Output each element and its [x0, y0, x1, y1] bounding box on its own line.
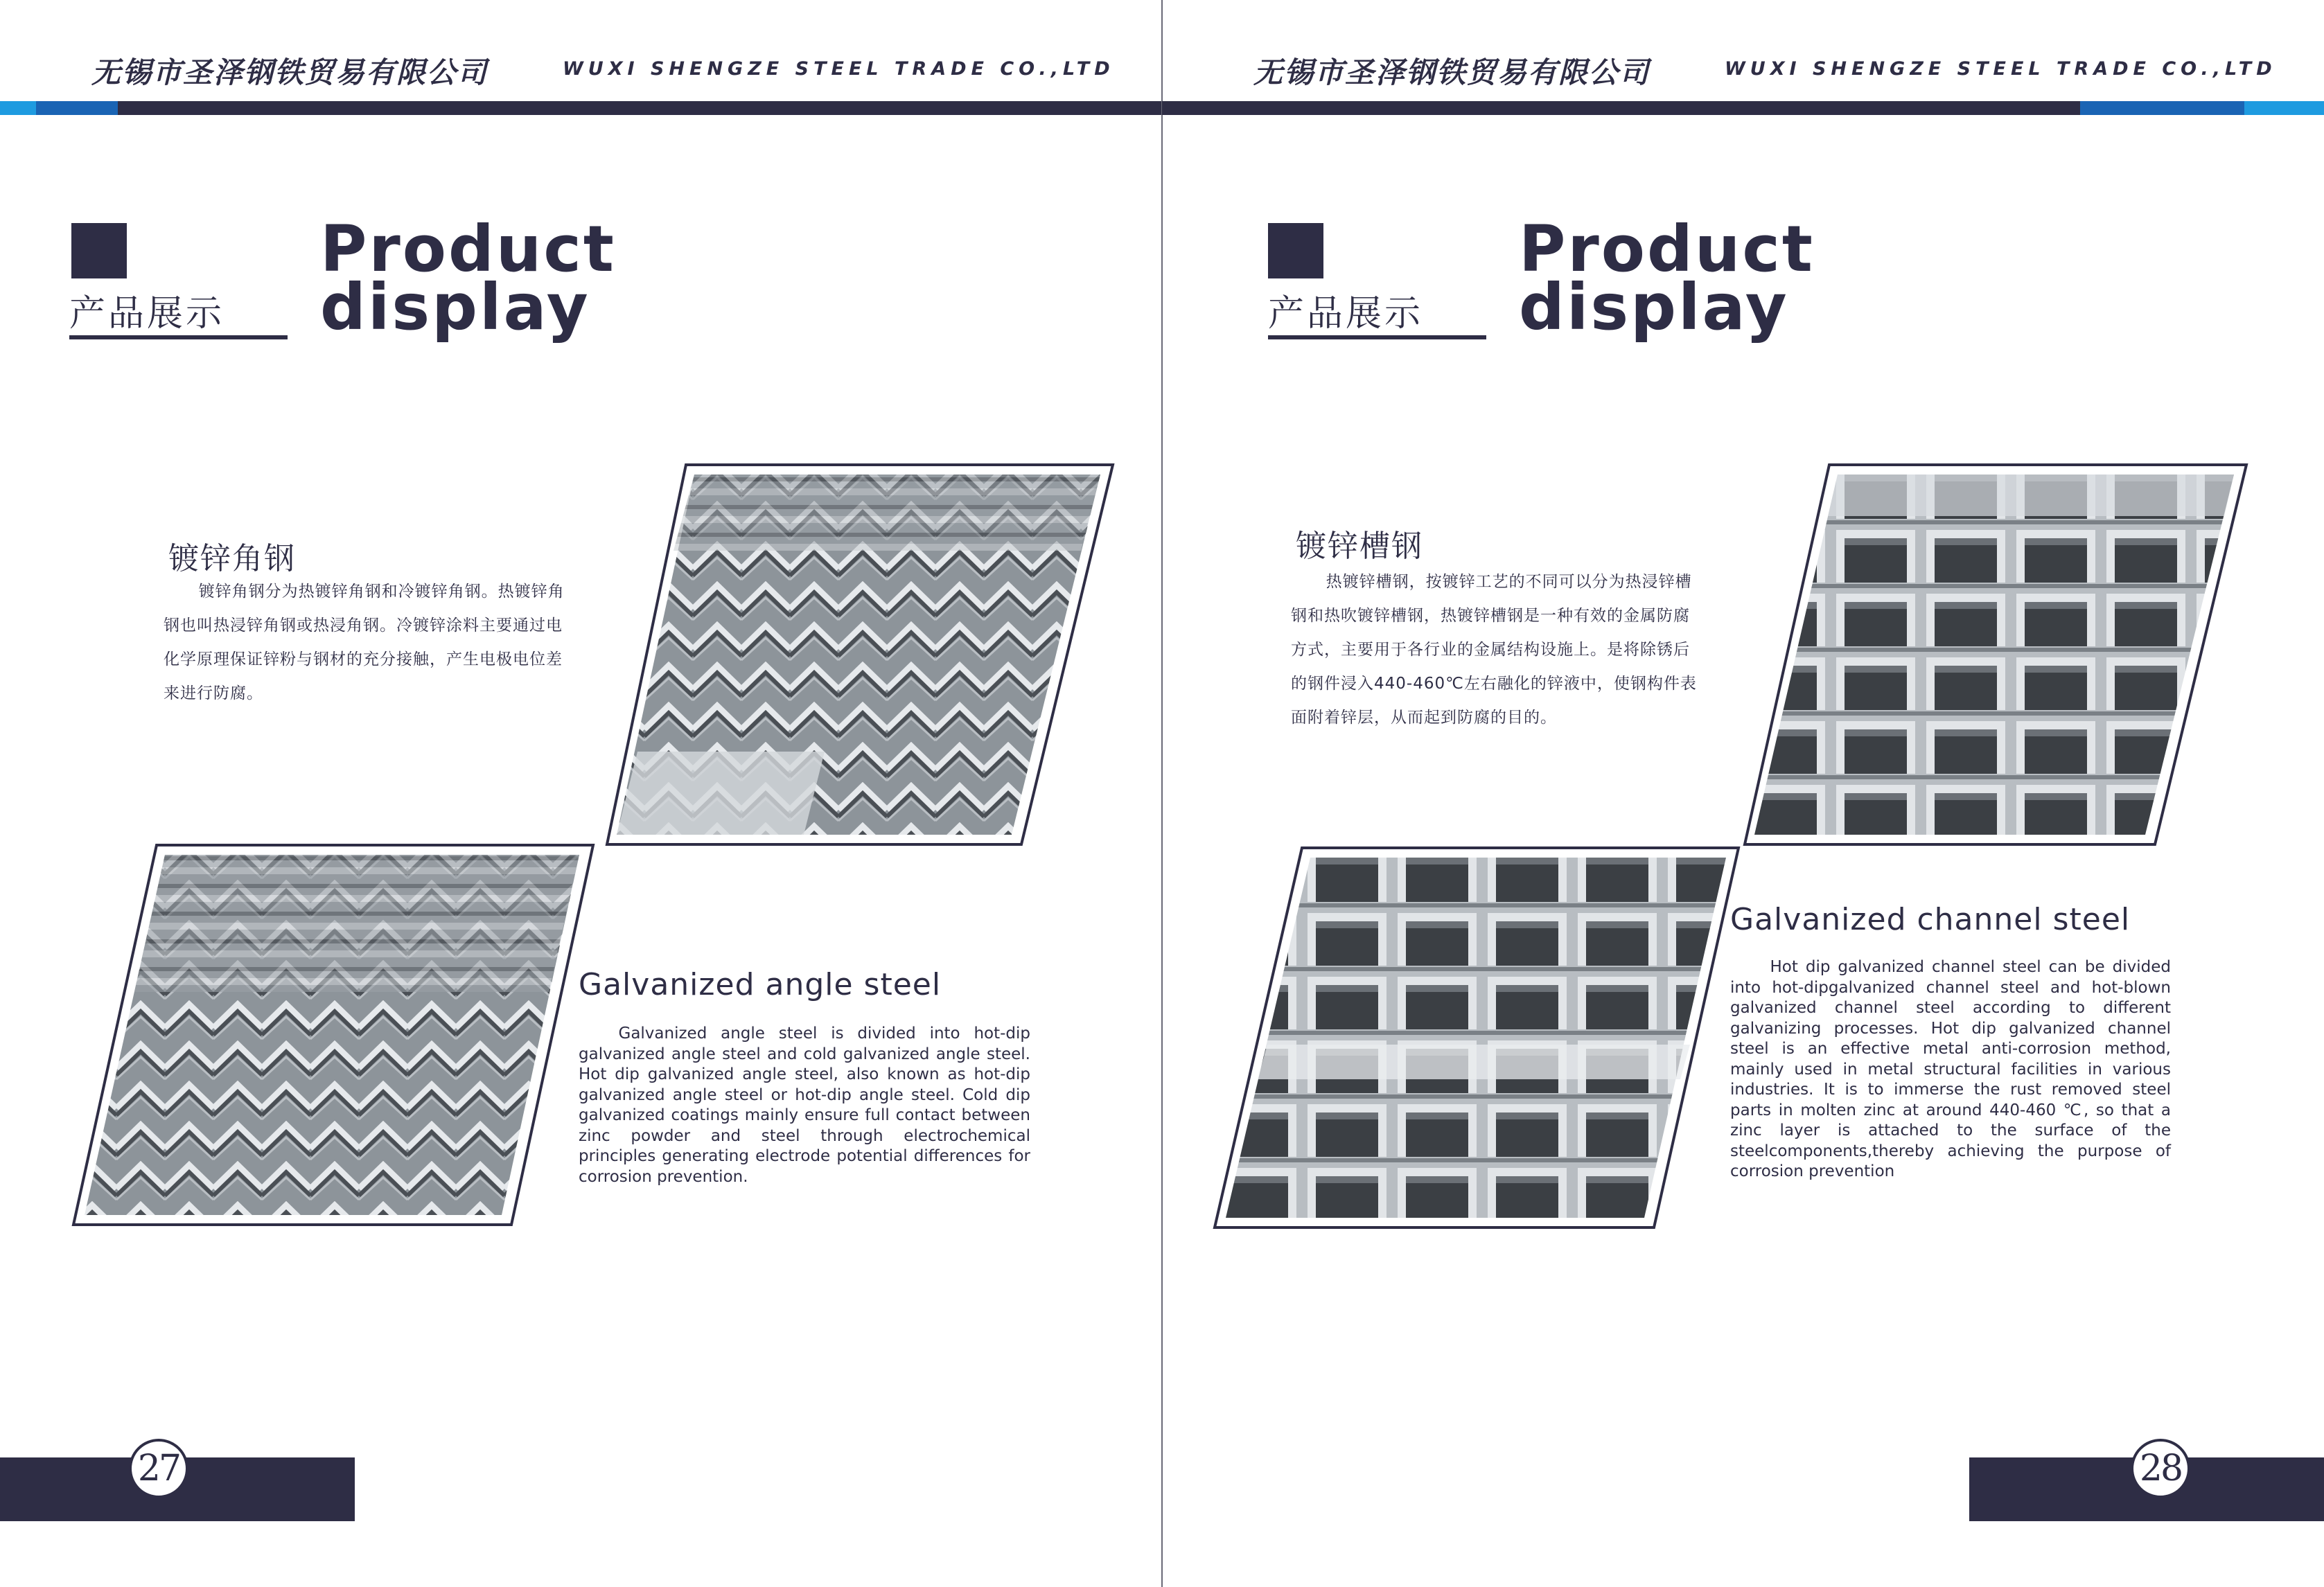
- header-stripe-navy: [118, 101, 1162, 115]
- description-cn-line: 热镀锌槽钢，按镀锌工艺的不同可以分为热浸锌槽: [1326, 573, 1692, 591]
- section-title-en-line1: Product: [320, 212, 616, 286]
- angle-steel-photo-top: [596, 461, 1123, 849]
- header-stripe-light: [2244, 101, 2324, 115]
- header-company-en: WUXI SHENGZE STEEL TRADE CO.,LTD: [1725, 58, 2277, 80]
- section-marker-square: [71, 223, 127, 278]
- product-title-cn: 镀锌角钢: [168, 541, 296, 576]
- header-stripe-light: [0, 101, 36, 115]
- section-title-en-line2: display: [1519, 270, 1789, 344]
- product-title-en: Galvanized channel steel: [1730, 902, 2131, 937]
- description-cn-line: 面附着锌层，从而起到防腐的目的。: [1291, 709, 1557, 727]
- page-number-badge: [129, 1439, 188, 1498]
- description-cn-line: 的钢件浸入440-460℃左右融化的锌液中，使钢构件表: [1291, 675, 1697, 693]
- product-description-en: Hot dip galvanized channel steel can be divided into hot-dipgalvanized channel steel and hot-blown galvanized channel steel according to different galvanizing processes. Hot dip galvanized channel steel is an effective metal anti-corrosion method, mainly used in metal structural facilities in various industries. It is to immerse the rust removed steel parts in molten zinc at around 440-460 ℃, so that a zinc layer is attached to the surface of the steelcomponents,thereby achieving the purpose of corrosion prevention: [1730, 958, 2171, 1180]
- section-title-underline: [69, 335, 288, 339]
- section-title-en-line2: display: [320, 270, 590, 344]
- header-company-cn: 无锡市圣泽钢铁贸易有限公司: [1253, 55, 1650, 89]
- header-stripe-blue: [36, 101, 118, 115]
- product-title-cn: 镀锌槽钢: [1296, 529, 1423, 564]
- product-title-en: Galvanized angle steel: [579, 967, 942, 1002]
- section-title-cn: 产品展示: [1268, 293, 1424, 335]
- product-description-cn: [164, 575, 607, 711]
- header-stripe-navy: [1162, 101, 2080, 115]
- section-title-en: [1519, 212, 1815, 344]
- page-number: 28: [2139, 1448, 2182, 1489]
- description-cn-line: 来进行防腐。: [164, 684, 263, 702]
- product-description-cn: [1291, 565, 1748, 735]
- description-cn-line: 钢和热吹镀锌槽钢，热镀锌槽钢是一种有效的金属防腐: [1291, 607, 1690, 625]
- section-title-en-line1: Product: [1519, 212, 1815, 286]
- description-cn-line: 化学原理保证锌粉与钢材的充分接触，产生电极电位差: [164, 650, 563, 668]
- header-company-en: WUXI SHENGZE STEEL TRADE CO.,LTD: [563, 58, 1115, 80]
- header-stripe-blue: [2080, 101, 2244, 115]
- header-company-cn: 无锡市圣泽钢铁贸易有限公司: [91, 55, 488, 89]
- section-marker-square: [1268, 223, 1323, 278]
- section-title-underline: [1268, 335, 1486, 339]
- channel-steel-photo-top: [1741, 461, 2253, 849]
- description-cn-line: 钢也叫热浸锌角钢或热浸角钢。冷镀锌涂料主要通过电: [164, 617, 563, 635]
- angle-steel-photo-bottom: [68, 840, 601, 1234]
- section-title-en: [320, 212, 616, 344]
- description-cn-line: 镀锌角钢分为热镀锌角钢和冷镀锌角钢。热镀锌角: [198, 583, 565, 601]
- channel-steel-photo-bottom: [1212, 844, 1745, 1232]
- page-number: 27: [137, 1448, 180, 1489]
- description-cn-line: 方式，主要用于各行业的金属结构设施上。是将除锈后: [1291, 641, 1690, 659]
- section-title-cn: 产品展示: [69, 293, 225, 335]
- right-page: [1162, 0, 2324, 1587]
- product-description-en: Galvanized angle steel is divided into hot-dip galvanized angle steel and cold galvanized angle steel. Hot dip galvanized angle steel, also known as hot-dip galvanized angle steel or hot-dip angle steel. Cold dip galvanized coatings mainly ensure full contact between zinc powder and steel through electrochemical principles generating electrode potential differences for corrosion prevention.: [579, 1025, 1030, 1186]
- page-number-badge: [2131, 1439, 2190, 1498]
